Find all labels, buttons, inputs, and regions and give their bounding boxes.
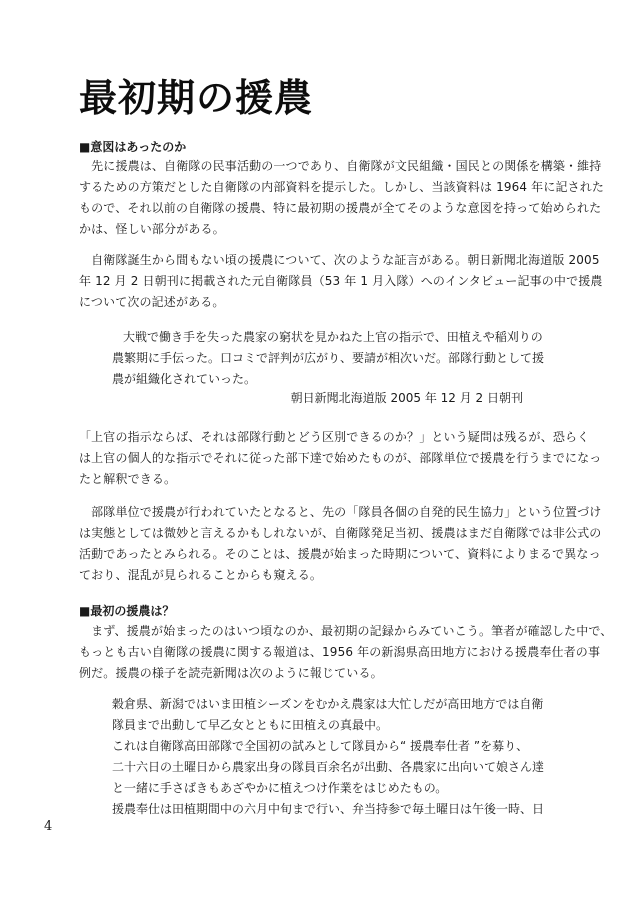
quote-line: これは自衛隊高田部隊で全国初の試みとして隊員から“ 援農奉仕者 ”を募り、 (112, 739, 529, 753)
quote-source: 朝日新聞北海道版 2005 年 12 月 2 日朝刊 (290, 391, 523, 405)
quote-line: 二十六日の土曜日から農家出身の隊員百余名が出動、各農家に出向いて娘さん達 (112, 760, 545, 774)
section1-paragraph-2 (79, 250, 603, 313)
quote-line: 隊員まで出動して早乙女とともに田植えの真最中。 (112, 718, 389, 732)
text-line: 例だ。援農の様子を読売新聞は次のように報じている。 (79, 666, 383, 680)
quote-line: 大戦で働き手を失った農家の窮状を見かねた上官の指示で、田植えや稲刈りの (123, 330, 543, 344)
quote-line: 穀倉県、新潟ではいま田植シーズンをむかえ農家は大忙しだが高田地方では自衛 (112, 697, 544, 711)
quote-line: 農が組織化されていった。 (112, 372, 257, 386)
quote-line: と一緒に手さばきもあざやかに植えつけ作業をはじめたもの。 (112, 781, 448, 795)
text-line: するための方策だとした自衛隊の内部資料を提示した。しかし、当該資料は 1964 年に記された (79, 180, 605, 194)
page-number: 4 (44, 819, 53, 834)
text-line: ており、混乱が見られることからも窺える。 (79, 568, 323, 582)
section1-paragraph-1 (79, 156, 605, 240)
text-line: もっとも古い自衛隊の援農に関する報道は、1956 年の新潟県高田地方における援農奉仕者の事 (79, 645, 601, 659)
text-line: もので、それ以前の自衛隊の援農、特に最初期の援農が全てそのような意図を持って始められた (79, 201, 602, 215)
section2-paragraph-1 (79, 621, 613, 684)
text-line: たと解釈できる。 (79, 472, 177, 486)
quote-line: 農繁期に手伝った。口コミで評判が広がり、要請が相次いだ。部隊行動として援 (112, 351, 545, 365)
text-line: 先に援農は、自衛隊の民事活動の一つであり、自衛隊が文民組織・国民との関係を構築・維持 (79, 159, 602, 173)
text-line: は上官の個人的な指示でそれに従った部下達で始めたものが、部隊単位で援農を行うまでになっ (79, 451, 602, 465)
text-line: 自衛隊誕生から間もない頃の援農について、次のような証言がある。朝日新聞北海道版 2005 (79, 253, 600, 267)
quote-line: 援農奉仕は田植期間中の六月中旬まで行い、弁当持参で毎土曜日は午後一時、日 (112, 802, 545, 816)
section-heading-first-aid: ■最初の援農は？ (79, 604, 175, 618)
text-line: 部隊単位で援農が行われていたとなると、先の「隊員各個の自発的民生協力」という位置づけ (79, 505, 602, 519)
text-line: は実態としては微妙と言えるかもしれないが、自衛隊発足当初、援農はまだ自衛隊では非公式の (79, 526, 602, 540)
section2-quote (112, 694, 545, 820)
text-line: について次の記述がある。 (79, 295, 225, 309)
text-line: かは、怪しい部分がある。 (79, 222, 225, 236)
page-title: 最初期の援農 (79, 75, 314, 120)
text-line: 活動であったとみられる。そのことは、援農が始まった時期について、資料によりまるで異なっ (79, 547, 601, 561)
text-line: まず、援農が始まったのはいつ頃なのか、最初期の記録からみていこう。筆者が確認した中で、 (79, 624, 613, 638)
section1-paragraph-4 (79, 502, 602, 586)
section1-quote (112, 327, 545, 390)
section-heading-intent: ■意図はあったのか (79, 140, 187, 154)
section1-paragraph-3 (79, 427, 602, 490)
text-line: 年 12 月 2 日朝刊に掲載された元自衛隊員（53 年 1 月入隊）へのインタビュー記事の中で援農 (79, 274, 603, 288)
text-line: 「上官の指示ならば、それは部隊行動とどう区別できるのか？」という疑問は残るが、恐らく (79, 430, 590, 444)
